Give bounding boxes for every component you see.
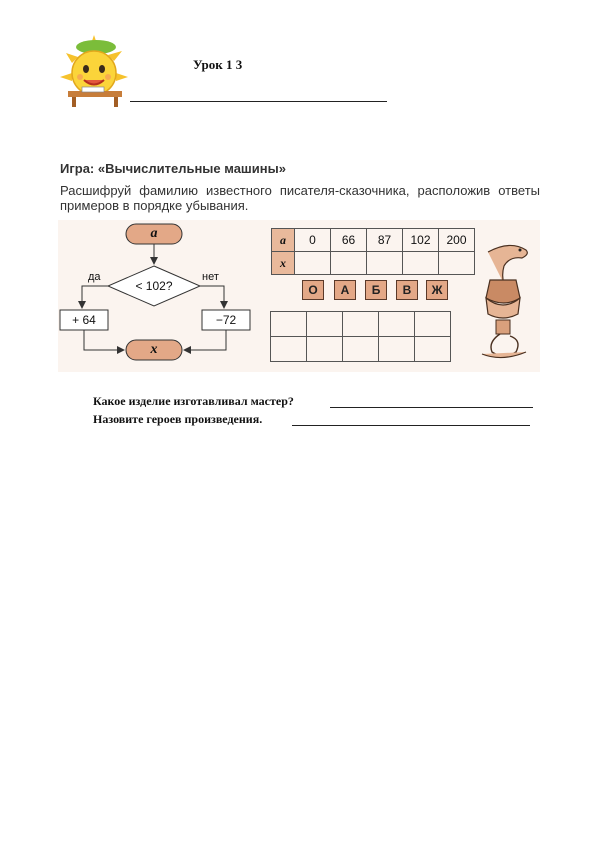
x-answer-cell[interactable] (331, 252, 367, 275)
name-input-line[interactable] (130, 101, 387, 102)
a-value-cell: 0 (295, 229, 331, 252)
answer-cell[interactable] (271, 337, 307, 362)
game-title: Игра: «Вычислительные машины» (60, 161, 286, 176)
answer-cell[interactable] (343, 312, 379, 337)
question-product: Какое изделие изготавливал мастер? (93, 394, 294, 408)
answer-cell[interactable] (271, 312, 307, 337)
answer-cell[interactable] (307, 337, 343, 362)
letter-tile: В (396, 280, 418, 300)
sun-mascot-illustration (58, 33, 130, 109)
answer-line-heroes[interactable] (292, 425, 530, 426)
flow-no-label: нет (202, 271, 219, 283)
row-a-header: a (272, 229, 295, 252)
row-x-header: x (272, 252, 295, 275)
flow-yes-label: да (88, 271, 101, 283)
flow-yes-action-label: + 64 (72, 313, 96, 327)
x-answer-cell[interactable] (295, 252, 331, 275)
values-table (271, 228, 475, 275)
letter-tile: Ж (426, 280, 448, 300)
x-answer-cell[interactable] (403, 252, 439, 275)
flow-condition-label: < 102? (135, 279, 173, 293)
table-row-x (272, 252, 475, 275)
answer-cell[interactable] (415, 312, 451, 337)
answer-grid (270, 311, 451, 362)
dragon-illustration (470, 236, 536, 362)
answer-cell[interactable] (379, 337, 415, 362)
answer-row (271, 337, 451, 362)
a-value-cell: 102 (403, 229, 439, 252)
flow-end-label: x (150, 342, 158, 357)
lesson-title: Урок 1 3 (193, 57, 243, 72)
answer-cell[interactable] (415, 337, 451, 362)
answer-row (271, 312, 451, 337)
letter-tile: А (334, 280, 356, 300)
a-value-cell: 200 (439, 229, 475, 252)
a-value-cell: 66 (331, 229, 367, 252)
answer-line-product[interactable] (330, 407, 533, 408)
a-value-cell: 87 (367, 229, 403, 252)
instruction-text: Расшифруй фамилию известного писателя-сказочника, расположив ответы примеров в порядке убывания. (60, 183, 540, 213)
letter-tile: О (302, 280, 324, 300)
answer-cell[interactable] (343, 337, 379, 362)
table-row-a (272, 229, 475, 252)
letter-tile: Б (365, 280, 387, 300)
flow-start-label: a (150, 226, 158, 241)
flow-no-action-label: −72 (215, 313, 237, 327)
question-heroes: Назовите героев произведения. (93, 412, 263, 426)
answer-cell[interactable] (379, 312, 415, 337)
x-answer-cell[interactable] (367, 252, 403, 275)
answer-cell[interactable] (307, 312, 343, 337)
